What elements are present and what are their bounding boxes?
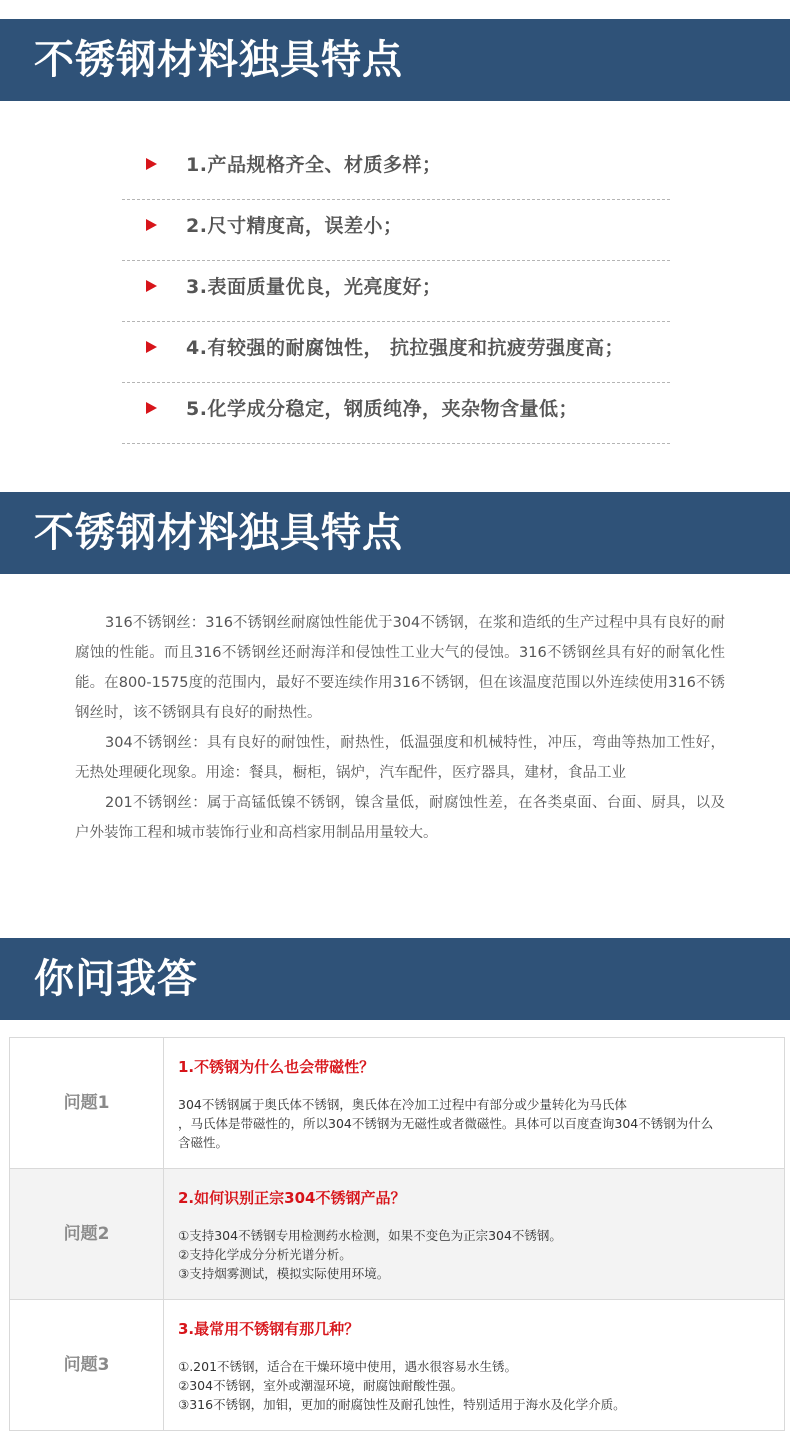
faq-content bbox=[178, 1056, 774, 1152]
paragraph-316: 316不锈钢丝：316不锈钢丝耐腐蚀性能优于304不锈钢，在浆和造纸的生产过程中具有良好的耐腐蚀的性能。而且316不锈钢丝还耐海洋和侵蚀性工业大气的侵蚀。316不锈钢丝具有好的耐氧化性能。在800-1575度的范围内，最好不要连续作用316不锈钢，但在该温度范围以外连续使用316不锈钢丝时，该不锈钢具有良好的耐热性。 bbox=[75, 615, 725, 721]
faq-label: 问题3 bbox=[10, 1300, 164, 1430]
faq-answer-line: ②支持化学成分分析光谱分析。 bbox=[178, 1247, 352, 1262]
feature-text: 4.有较强的耐腐蚀性， 抗拉强度和抗疲劳强度高； bbox=[186, 337, 625, 359]
faq-table bbox=[9, 1037, 785, 1431]
faq-answer bbox=[178, 1357, 774, 1414]
red-arrow-icon bbox=[146, 341, 157, 353]
section1-title: 不锈钢材料独具特点 bbox=[34, 37, 403, 83]
faq-answer-line: ②304不锈钢，室外或潮湿环境，耐腐蚀耐酸性强。 bbox=[178, 1378, 464, 1393]
faq-content bbox=[178, 1187, 774, 1283]
faq-row bbox=[10, 1300, 784, 1430]
section1-banner bbox=[0, 19, 790, 101]
faq-answer-line: ③316不锈钢，加钼，更加的耐腐蚀性及耐孔蚀性，特别适用于海水及化学介质。 bbox=[178, 1397, 626, 1412]
feature-text: 1.产品规格齐全、材质多样； bbox=[186, 154, 442, 176]
red-arrow-icon bbox=[146, 402, 157, 414]
faq-content bbox=[178, 1318, 774, 1414]
faq-answer bbox=[178, 1095, 774, 1152]
faq-answer-line: ③支持烟雾测试，模拟实际使用环境。 bbox=[178, 1266, 390, 1281]
faq-question: 2.如何识别正宗304不锈钢产品？ bbox=[178, 1189, 406, 1207]
feature-item bbox=[122, 140, 670, 200]
feature-item bbox=[122, 201, 670, 261]
faq-answer-line: 304不锈钢属于奥氏体不锈钢，奥氏体在冷加工过程中有部分或少量转化为马氏体 bbox=[178, 1097, 627, 1112]
feature-item bbox=[122, 323, 670, 383]
faq-row bbox=[10, 1038, 784, 1169]
faq-label: 问题1 bbox=[10, 1038, 164, 1168]
faq-answer-line: ①.201不锈钢，适合在干燥环境中使用，遇水很容易水生锈。 bbox=[178, 1359, 518, 1374]
section3-title: 你问我答 bbox=[34, 956, 198, 1002]
faq-answer bbox=[178, 1226, 774, 1283]
faq-answer-line: ，马氏体是带磁性的，所以304不锈钢为无磁性或者微磁性。具体可以百度查询304不锈钢为什么 bbox=[178, 1116, 714, 1131]
red-arrow-icon bbox=[146, 219, 157, 231]
section2-banner bbox=[0, 492, 790, 574]
feature-text: 3.表面质量优良，光亮度好； bbox=[186, 276, 442, 298]
faq-answer-line: ①支持304不锈钢专用检测药水检测，如果不变色为正宗304不锈钢。 bbox=[178, 1228, 562, 1243]
feature-text: 2.尺寸精度高，误差小； bbox=[186, 215, 403, 237]
faq-row bbox=[10, 1169, 784, 1300]
material-description bbox=[75, 608, 725, 848]
paragraph-304: 304不锈钢丝：具有良好的耐蚀性，耐热性，低温强度和机械特性，冲压，弯曲等热加工性好，无热处理硬化现象。用途：餐具，橱柜，锅炉，汽车配件，医疗器具，建材，食品工业 bbox=[75, 735, 725, 781]
faq-answer-line: 含磁性。 bbox=[178, 1135, 229, 1150]
feature-text: 5.化学成分稳定，钢质纯净，夹杂物含量低； bbox=[186, 398, 578, 420]
section2-title: 不锈钢材料独具特点 bbox=[34, 510, 403, 556]
faq-question: 1.不锈钢为什么也会带磁性？ bbox=[178, 1058, 375, 1076]
red-arrow-icon bbox=[146, 158, 157, 170]
feature-item bbox=[122, 384, 670, 444]
faq-label: 问题2 bbox=[10, 1169, 164, 1299]
faq-question: 3.最常用不锈钢有那几种？ bbox=[178, 1320, 360, 1338]
feature-list bbox=[122, 140, 670, 445]
red-arrow-icon bbox=[146, 280, 157, 292]
feature-item bbox=[122, 262, 670, 322]
section3-banner bbox=[0, 938, 790, 1020]
paragraph-201: 201不锈钢丝：属于高锰低镍不锈钢，镍含量低，耐腐蚀性差，在各类桌面、台面、厨具，以及户外装饰工程和城市装饰行业和高档家用制品用量较大。 bbox=[75, 795, 725, 841]
